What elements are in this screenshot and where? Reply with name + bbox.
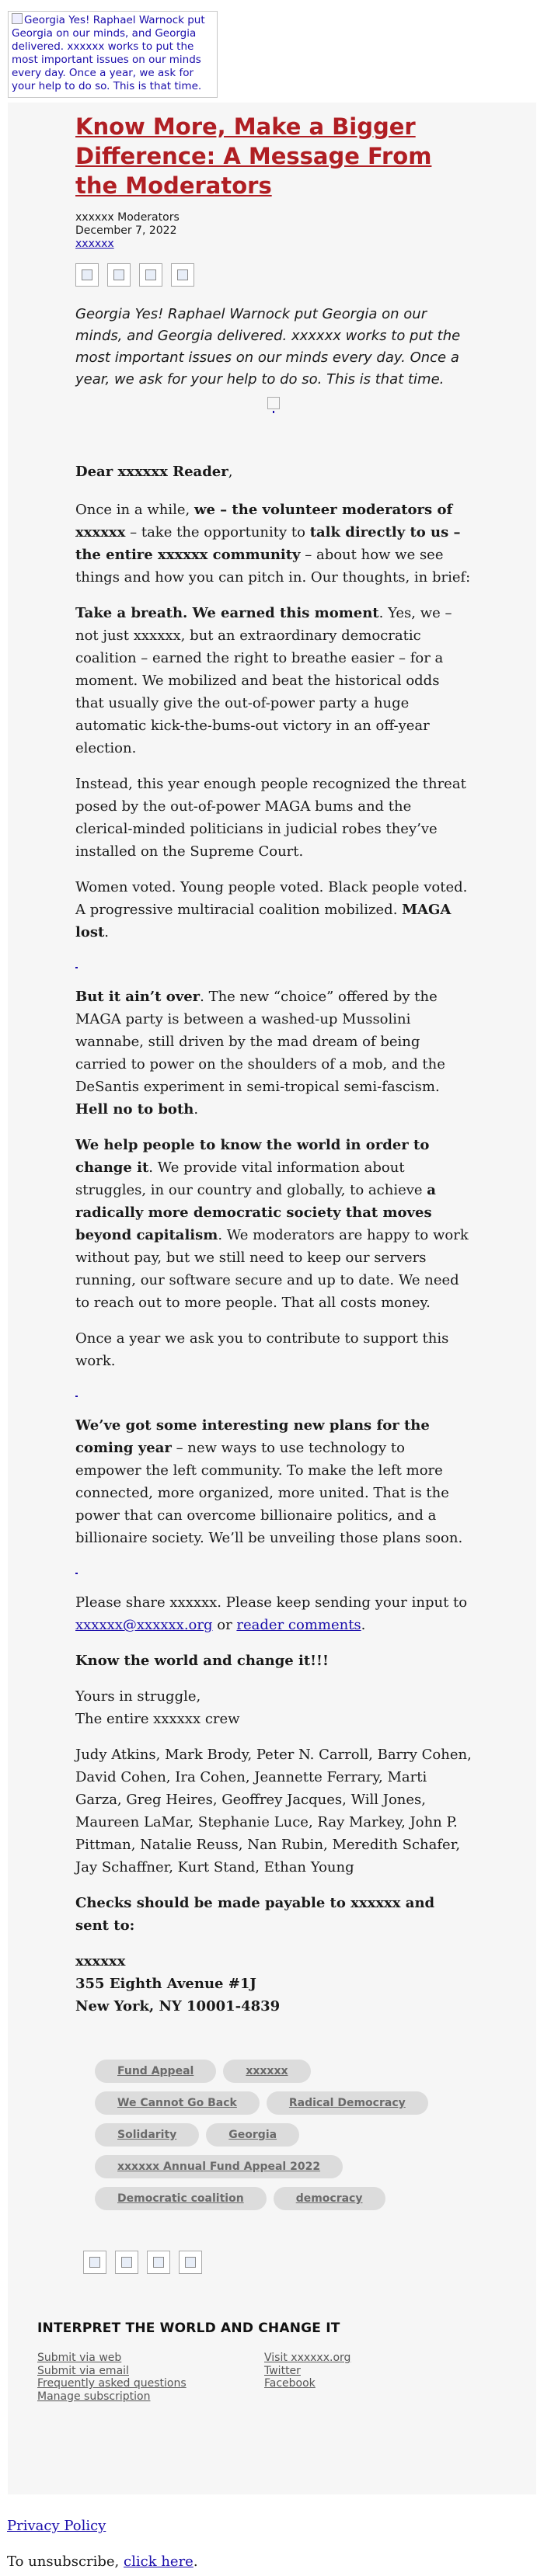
article-dek: Georgia Yes! Raphael Warnock put Georgia on our minds, and Georgia delivered. xxxxxx works to put the most important issues on our minds every day. Once a year, we ask for your help to do so. This is that time.: [75, 306, 461, 388]
submit-web-link[interactable]: Submit via web: [37, 2352, 122, 2364]
facebook-share-icon[interactable]: [75, 263, 99, 287]
paragraph-4: Women voted. Young people voted. Black people voted. A progressive multiracial coalition mobilized. MAGA lost.: [75, 879, 468, 940]
link-share-icon[interactable]: [171, 263, 194, 287]
tag-list: [95, 2060, 460, 2219]
share-icons-top: [75, 263, 472, 287]
twitter-share-icon[interactable]: [107, 263, 131, 287]
tag[interactable]: Georgia: [206, 2123, 299, 2147]
tag[interactable]: democracy: [274, 2187, 385, 2210]
inline-link-marker[interactable]: [75, 1396, 78, 1397]
closing: Yours in struggle, The entire xxxxxx crew: [75, 1688, 240, 1727]
submit-email-link[interactable]: Submit via email: [37, 2364, 129, 2377]
tag[interactable]: Fund Appeal: [95, 2060, 216, 2083]
unsubscribe-line: To unsubscribe, click here.: [7, 2553, 198, 2570]
footer: [37, 2320, 504, 2403]
hero-image[interactable]: [8, 11, 218, 98]
tag[interactable]: Democratic coalition: [95, 2187, 267, 2210]
facebook-link[interactable]: Facebook: [264, 2377, 316, 2390]
mailing-address: xxxxxx 355 Eighth Avenue #1J New York, NY 10001-4839: [75, 1953, 281, 2015]
faq-link[interactable]: Frequently asked questions: [37, 2377, 187, 2390]
article-title[interactable]: Know More, Make a Bigger Difference: A Message From the Moderators: [75, 113, 432, 199]
tag[interactable]: Radical Democracy: [267, 2091, 428, 2115]
image-link[interactable]: [273, 411, 274, 413]
signers: Judy Atkins, Mark Brody, Peter N. Carroll, Barry Cohen, David Cohen, Ira Cohen, Jeannette Ferrary, Marti Garza, Greg Heires, Geoffrey Jacques, Will Jones, Maureen LaMar, Stephanie Luce, Ray Markey, John P. Pittman, Natalie Reuss, Nan Rubin, Meredith Schafer, Jay Schaffner, Kurt Stand, Ethan Young: [75, 1747, 472, 1876]
paragraph-6: We help people to know the world in order to change it. We provide vital information about struggles, in our country and globally, to achieve a radically more democratic society that moves beyond capitalism. We moderators are happy to work without pay, but we still need to keep our servers running, our software secure and up to date. We need to reach out to more people. That all costs money.: [75, 1137, 469, 1311]
inline-image: [267, 397, 280, 409]
paragraph-3: Instead, this year enough people recognized the threat posed by the out-of-power MAGA bums and the clerical-minded politicians in judicial robes they’ve installed on the Supreme Court.: [75, 776, 466, 860]
email-share-icon[interactable]: [139, 263, 162, 287]
link-share-icon[interactable]: [179, 2251, 202, 2274]
email-share-icon[interactable]: [147, 2251, 170, 2274]
date: December 7, 2022: [75, 224, 177, 237]
tag[interactable]: xxxxxx Annual Fund Appeal 2022: [95, 2155, 343, 2178]
salutation: Dear xxxxxx Reader,: [75, 464, 233, 480]
paragraph-8: We’ve got some interesting new plans for the coming year – new ways to use technology to empower the left community. To make the left more connected, more organized, more united. That is the power that can overcome billionaire politics, and a billionaire society. We’ll be unveiling those plans soon.: [75, 1417, 463, 1546]
broken-image-icon: [12, 13, 23, 24]
share-icons-bottom: [83, 2251, 202, 2274]
inline-link-marker[interactable]: [75, 1573, 78, 1574]
slogan: Know the world and change it!!!: [75, 1653, 329, 1669]
twitter-link[interactable]: Twitter: [264, 2364, 301, 2377]
footer-heading: INTERPRET THE WORLD AND CHANGE IT: [37, 2320, 340, 2336]
checks-note: Checks should be made payable to xxxxxx and sent to:: [75, 1895, 435, 1934]
hero-image-alt: Georgia Yes! Raphael Warnock put Georgia on our minds, and Georgia delivered. xxxxxx works to put the most important issues on our minds every day. Once a year, we ask for your help to do so. This is that time.: [12, 14, 205, 92]
footer-right-links: [264, 2352, 491, 2403]
inline-link-marker[interactable]: [75, 967, 78, 968]
footer-left-links: [37, 2352, 264, 2403]
visit-site-link[interactable]: Visit xxxxxx.org: [264, 2352, 351, 2364]
paragraph-9: Please share xxxxxx. Please keep sending your input to xxxxxx@xxxxxx.org or reader comments.: [75, 1594, 468, 1633]
author: xxxxxx Moderators: [75, 211, 180, 224]
tag[interactable]: Solidarity: [95, 2123, 199, 2147]
paragraph-1: Once in a while, we – the volunteer moderators of xxxxxx – take the opportunity to talk directly to us – the entire xxxxxx community – about how we see things and how you can pitch in. Our thoughts, in brief:: [75, 502, 471, 586]
article-card: [8, 103, 536, 2494]
article-meta: [75, 211, 472, 251]
paragraph-2: Take a breath. We earned this moment. Yes, we – not just xxxxxx, but an extraordinary democratic coalition – earned the right to breathe easier – for a moment. We mobilized and beat the historical odds that usually give the out-of-power party a huge automatic kick-the-bums-out victory in an off-year election.: [75, 605, 452, 756]
tag[interactable]: We Cannot Go Back: [95, 2091, 260, 2115]
twitter-share-icon[interactable]: [115, 2251, 138, 2274]
privacy-policy: [7, 2518, 106, 2534]
facebook-share-icon[interactable]: [83, 2251, 106, 2274]
reader-comments-link[interactable]: reader comments: [236, 1617, 361, 1633]
manage-subscription-link[interactable]: Manage subscription: [37, 2390, 151, 2403]
paragraph-7: Once a year we ask you to contribute to support this work.: [75, 1330, 449, 1369]
privacy-policy-link[interactable]: Privacy Policy: [7, 2518, 106, 2534]
article-content: [75, 103, 472, 2018]
tag[interactable]: xxxxxx: [223, 2060, 310, 2083]
unsubscribe-link[interactable]: click here: [124, 2553, 194, 2570]
letter-body: [75, 461, 472, 2018]
source-link[interactable]: xxxxxx: [75, 238, 114, 250]
paragraph-5: But it ain’t over. The new “choice” offered by the MAGA party is between a washed-up Mussolini wannabe, still driven by the mad dream of being carried to power on the shoulders of a mob, and the DeSantis experiment in semi-tropical semi-fascism. Hell no to both.: [75, 989, 445, 1118]
email-link[interactable]: xxxxxx@xxxxxx.org: [75, 1617, 213, 1633]
